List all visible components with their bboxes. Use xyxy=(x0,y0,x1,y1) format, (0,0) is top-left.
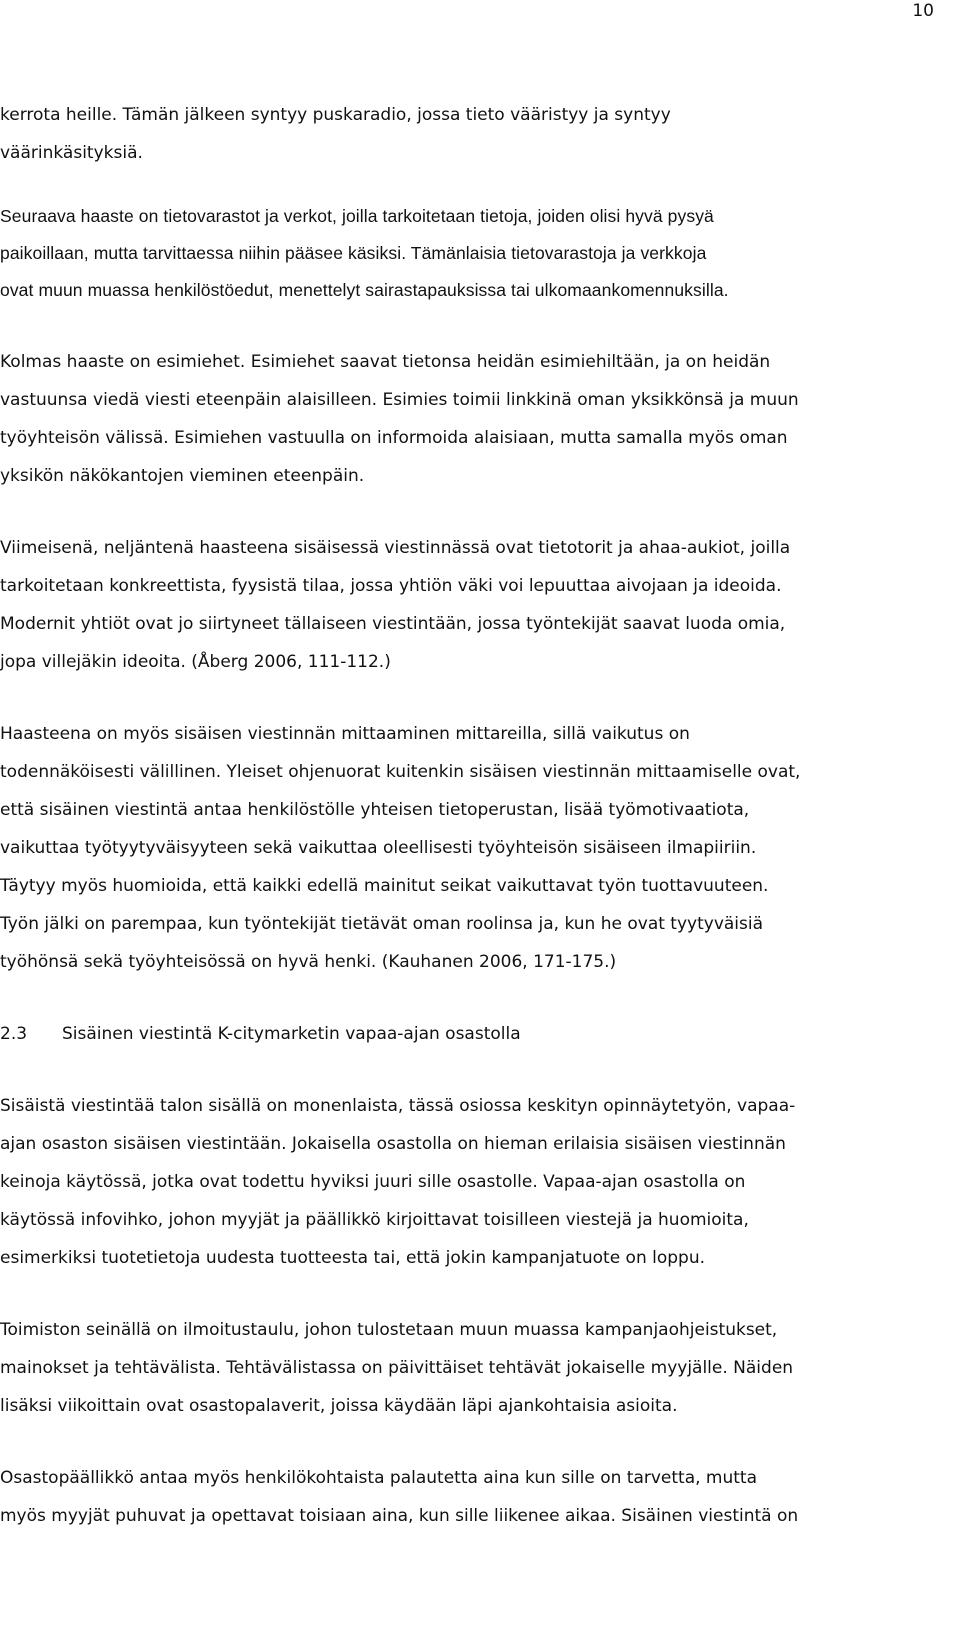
paragraph: Toimiston seinällä on ilmoitustaulu, johon tulostetaan muun muassa kampanjaohjeistukset, mainokset ja tehtävälista. Tehtävälistassa on päivittäiset tehtävät jokaiselle myyjälle. Näiden lisäksi viikoittain ovat osastopalaverit, joissa käydään läpi ajankohtaisia asioita. xyxy=(0,1320,794,1416)
paragraph: Osastopäällikkö antaa myös henkilökohtaista palautetta aina kun sille on tarvetta, mutta myös myyjät puhuvat ja opettavat toisiaan aina, kun sille liikenee aikaa. Sisäinen viestintä on xyxy=(0,1468,799,1526)
section-number: 2.3 xyxy=(0,1024,28,1044)
paragraph: Kolmas haaste on esimiehet. Esimiehet saavat tietonsa heidän esimiehiltään, ja on heidän vastuunsa viedä viesti eteenpäin alaisilleen. Esimies toimii linkkinä oman yksikkönsä ja muun työyhteisön välissä. Esimiehen vastuulla on informoida alaisiaan, mutta samalla myös oman yksikön näkökantojen vieminen eteenpäin. xyxy=(0,352,799,486)
paragraph: Seuraava haaste on tietovarastot ja verkot, joilla tarkoitetaan tietoja, joiden olisi hyvä pysyä paikoillaan, mutta tarvittaessa niihin pääsee käsiksi. Tämänlaisia tietovarastoja ja verkkoja ovat muun muassa henkilöstöedut, menettelyt sairastapauksissa tai ulkomaankomennuksilla. xyxy=(0,206,729,300)
paragraph: Haasteena on myös sisäisen viestinnän mittaaminen mittareilla, sillä vaikutus on todennäköisesti välillinen. Yleiset ohjenuorat kuitenkin sisäisen viestinnän mittaamiselle ovat, että sisäinen viestintä antaa henkilöstölle yhteisen tietoperustan, lisää työmotivaatiota, vaikuttaa työtyytyväisyyteen sekä vaikuttaa oleellisesti työyhteisön sisäiseen ilmapiiriin. Täytyy myös huomioida, että kaikki edellä mainitut seikat vaikuttavat työn tuottavuuteen. Työn jälki on parempaa, kun työntekijät tietävät oman roolinsa ja, kun he ovat tyytyväisiä työhönsä sekä työyhteisössä on hyvä henki. (Kauhanen 2006, 171-175.) xyxy=(0,724,801,972)
section-heading xyxy=(0,1015,934,1053)
paragraph: Sisäistä viestintää talon sisällä on monenlaista, tässä osiossa keskityn opinnäytetyön, vapaa- ajan osaston sisäisen viestintään. Jokaisella osastolla on hieman erilaisia sisäisen viestinnän keinoja käytössä, jotka ovat todettu hyviksi juuri sille osastolle. Vapaa-ajan osastolla on käytössä infovihko, johon myyjät ja päällikkö kirjoittavat toisilleen viestejä ja huomioita, esimerkiksi tuotetietoja uudesta tuotteesta tai, että jokin kampanjatuote on loppu. xyxy=(0,1096,796,1268)
document-body xyxy=(0,96,934,1569)
paragraph: Viimeisenä, neljäntenä haasteena sisäisessä viestinnässä ovat tietotorit ja ahaa-aukiot, joilla tarkoitetaan konkreettista, fyysistä tilaa, jossa yhtiön väki voi lepuuttaa aivojaan ja ideoida. Modernit yhtiöt ovat jo siirtyneet tällaiseen viestintään, jossa työntekijät saavat luoda omia, jopa villejäkin ideoita. (Åberg 2006, 111-112.) xyxy=(0,538,791,672)
section-title: Sisäinen viestintä K-citymarketin vapaa-ajan osastolla xyxy=(62,1024,521,1044)
page-number: 10 xyxy=(912,1,934,21)
paragraph: kerrota heille. Tämän jälkeen syntyy puskaradio, jossa tieto vääristyy ja syntyy väärinkäsityksiä. xyxy=(0,105,671,163)
